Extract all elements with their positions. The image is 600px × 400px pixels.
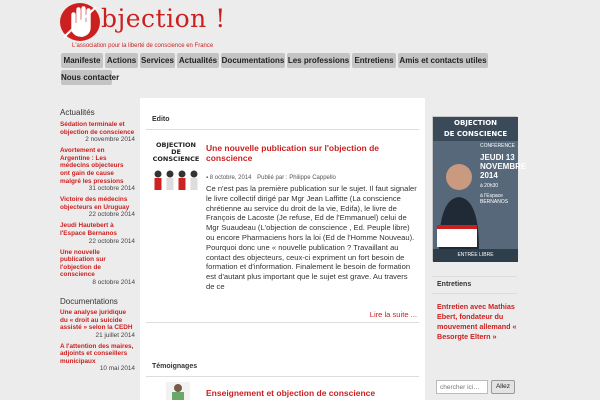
divider — [432, 293, 517, 294]
nav-item-les-professions[interactable]: Les professions — [287, 53, 350, 68]
nav-item-documentations[interactable]: Documentations — [221, 53, 285, 68]
post-thumbnail[interactable] — [152, 142, 200, 190]
widget-title-actualites: Actualités — [60, 108, 95, 117]
poster-date — [480, 153, 526, 180]
site-header — [0, 0, 600, 54]
site-title[interactable]: bjection ! — [101, 4, 226, 33]
poster-title-line1: OBJECTION — [454, 119, 497, 127]
documentations-list — [60, 309, 135, 374]
post-title-link[interactable]: Une nouvelle publication sur l'objection de conscience — [206, 143, 379, 163]
list-item — [60, 222, 135, 245]
poster-entry: ENTRÉE LIBRE — [433, 249, 518, 262]
doc-date: 10 mai 2014 — [99, 365, 135, 373]
news-date: 31 octobre 2014 — [88, 185, 135, 193]
nav-item-nous-contacter[interactable]: Nous contacter — [61, 70, 112, 85]
teacher-thumbnail-icon[interactable] — [166, 382, 190, 400]
poster-date-line3: 2014 — [480, 171, 498, 180]
nav-item-entretiens[interactable]: Entretiens — [352, 53, 396, 68]
news-link[interactable]: Sédation terminale et objection de conscience — [60, 121, 135, 136]
poster-date-line2: NOVEMBRE — [480, 162, 527, 171]
doc-date: 21 juillet 2014 — [95, 331, 135, 339]
list-item — [60, 249, 135, 287]
poster-venue: à l'Espace BERNANOS — [480, 193, 509, 205]
left-sidebar — [60, 100, 135, 376]
conference-poster[interactable] — [432, 116, 527, 261]
nav-item-actions[interactable]: Actions — [105, 53, 138, 68]
post-title-link[interactable]: Enseignement et objection de conscience — [206, 388, 376, 398]
news-date: 22 octobre 2014 — [88, 237, 135, 245]
news-date: 8 octobre 2014 — [92, 278, 135, 286]
divider — [146, 376, 419, 377]
list-item — [60, 147, 135, 193]
section-title-temoignages: Témoignages — [152, 363, 198, 370]
doc-link[interactable]: Une analyse juridique du « droit au suicide assisté » selon la CEDH — [60, 308, 133, 332]
widget-title-documentations: Documentations — [60, 296, 118, 306]
list-item — [60, 343, 135, 374]
read-more-link[interactable]: Lire la suite ... — [369, 310, 417, 319]
entretien-link[interactable]: Entretien avec Mathias Ebert, fondateur du mouvement allemand « Besorgte Eltern » — [437, 302, 517, 341]
section-title-edito: Edito — [152, 116, 170, 123]
poster-date-line1: JEUDI 13 — [480, 153, 515, 162]
poster-title — [433, 117, 518, 141]
poster-time: à 20h30 — [480, 183, 499, 189]
speaker-photo — [433, 141, 527, 249]
list-item — [60, 121, 135, 144]
actualites-list — [60, 121, 135, 287]
main-content — [140, 98, 425, 400]
news-date: 22 octobre 2014 — [88, 211, 135, 219]
nav-item-manifeste[interactable]: Manifeste — [61, 53, 103, 68]
nav-item-amis-contacts[interactable]: Amis et contacts utiles — [398, 53, 488, 68]
post-author: Publié par : Philippe Cappello — [257, 175, 336, 181]
divider — [146, 129, 419, 130]
news-link[interactable]: Jeudi Hautebert à l'Espace Bernanos — [60, 222, 117, 237]
news-link[interactable]: Une nouvelle publication sur l'objection de conscience — [60, 248, 106, 279]
news-link[interactable]: Avortement en Argentine : Les médecins objecteurs ont gain de cause malgré les pressions — [60, 147, 124, 185]
people-figures-icon — [152, 166, 200, 192]
search-button[interactable]: Allez — [491, 380, 515, 394]
poster-conference: CONFÉRENCE — [480, 143, 516, 149]
divider — [432, 276, 517, 277]
site-tagline: L'association pour la liberté de conscience en France — [72, 43, 214, 49]
search-input[interactable] — [436, 380, 488, 394]
list-item — [60, 309, 135, 340]
calendar-icon: ▪ — [206, 175, 210, 181]
post-excerpt: Ce n'est pas la première publication sur le sujet. Il faut signaler le livre collectif dirigé par Mgr Jean Laffitte (La conscience chrétienne au service du droit de la vie, Edifa), le livre de François de Lacoste (Je refuse, Ed de l'Emmanuel) celui de Mgr Suaudeau (L'objection de conscience , Ed. Peuple libre) ou encore Pharmaciens hors la loi (Ed de l'Homme Nouveau). Pourquoi donc une « nouvelle publication ? Travaillant au contact des objecteurs, ceux-ci expriment un fort besoin de formation et d'information. Finalement le besoin de formation est d'autant plus important que le sujet est grave. Au travers de ce — [206, 184, 417, 291]
divider — [146, 322, 419, 323]
news-link[interactable]: Victoire des médecins objecteurs en Uruguay — [60, 196, 130, 211]
widget-title-entretiens: Entretiens — [437, 281, 472, 288]
nav-item-actualites[interactable]: Actualités — [177, 53, 219, 68]
post-date: 8 octobre, 2014 — [209, 175, 252, 181]
nav-item-services[interactable]: Services — [140, 53, 175, 68]
news-date: 2 novembre 2014 — [85, 136, 135, 144]
poster-title-line2: DE CONSCIENCE — [443, 130, 508, 138]
list-item — [60, 196, 135, 219]
doc-link[interactable]: A l'attention des maires, adjoints et conseillers municipaux — [60, 342, 134, 365]
thumbnail-caption: OBJECTION DE CONSCIENCE — [152, 141, 200, 163]
hand-logo-icon[interactable] — [58, 1, 106, 43]
post-meta — [206, 175, 336, 181]
